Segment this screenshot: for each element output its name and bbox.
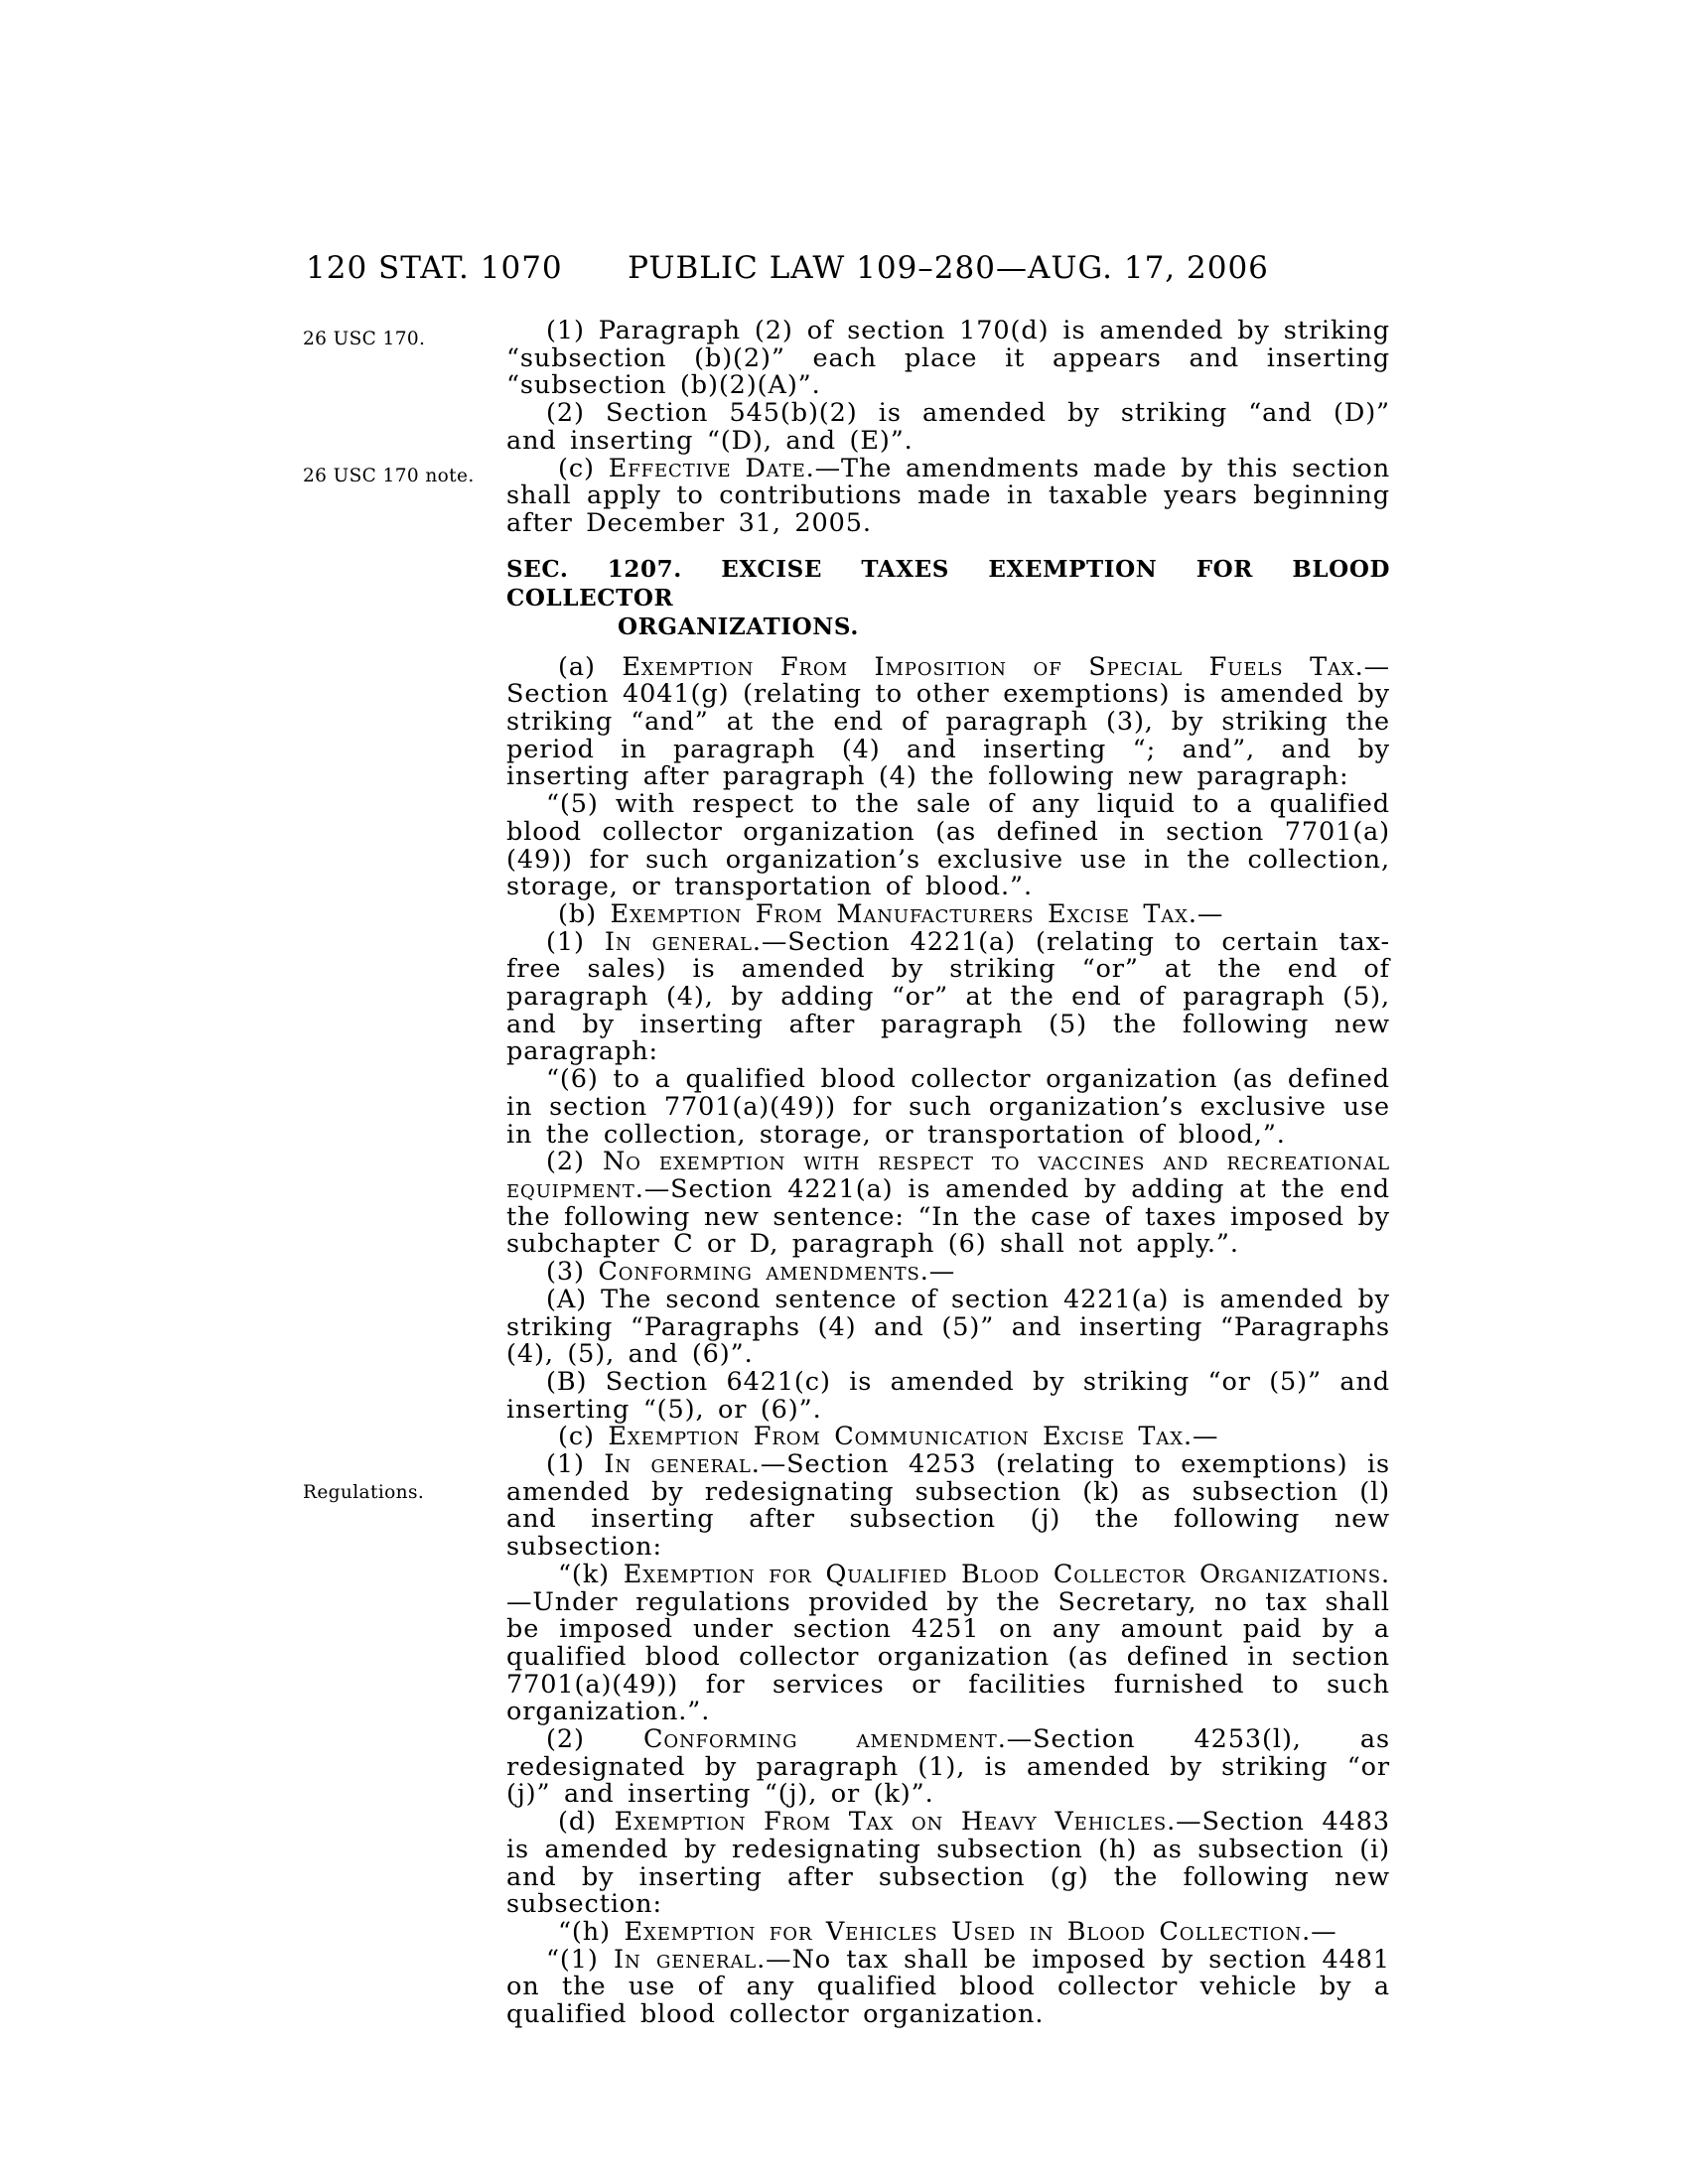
- text-run: Section 4041(g) (relating to other exemptions) is amended by striking “and” at the end of paragraph (3), by striking the period in paragraph (4) and inserting “; and”, and by inserting after paragraph (4) the following new paragraph:: [506, 679, 1390, 792]
- margin-note-regulations: Regulations.: [303, 1482, 425, 1503]
- quoted-subsection-h: [506, 1916, 1390, 1947]
- text-run: “(6) to a qualified blood collector organization (as defined in section 7701(a)(49)) for such organization’s exclusive use in the collection, storage, or transportation of blood,”.: [506, 1064, 1390, 1150]
- quoted-paragraph-1-h: [506, 1944, 1391, 2030]
- text-run: (A) The second sentence of section 4221(a) is amended by striking “Paragraphs (4) and (5)” and inserting “Paragraphs (4), (5), and (6)”.: [506, 1284, 1390, 1370]
- text-run: (1) Paragraph (2) of section 170(d) is amended by striking “subsection (b)(2)” each place it appears and inserting “subsection (b)(2)(A)”.: [506, 316, 1390, 401]
- paragraph-2-conforming-c: [506, 1726, 1390, 1809]
- smallcaps-heading: In general.—: [604, 926, 788, 957]
- smallcaps-heading: In general.—: [604, 1449, 787, 1480]
- enum-label: (c): [558, 1422, 609, 1452]
- enum-label: (1): [546, 926, 605, 957]
- enum-label: (2): [546, 1147, 603, 1177]
- subsection-a-special-fuels: [506, 651, 1391, 792]
- section-heading-1207: [506, 555, 1390, 641]
- subsection-b-manufacturers: [506, 898, 1390, 929]
- text-run: Section 4221(a) (relating to certain tax-free sales) is amended by striking “or” at the end of paragraph (4), by adding “or” at the end of paragraph (5), and by inserting after paragraph (5) the following new paragraph:: [506, 926, 1390, 1067]
- smallcaps-heading: Exemption for Vehicles Used in Blood Collection.—: [624, 1916, 1337, 1947]
- smallcaps-heading: Exemption From Tax on Heavy Vehicles.—: [614, 1807, 1202, 1838]
- statute-body-column: [506, 318, 1390, 2029]
- law-title-running-head: PUBLIC LAW 109–280—AUG. 17, 2006: [628, 250, 1269, 286]
- text-run: “(5) with respect to the sale of any liquid to a qualified blood collector organization (as defined in section 7701(a)(49)) for such organization’s exclusive use in the collection, storage, or transportation of blood.”.: [506, 789, 1390, 902]
- quoted-subsection-k: [506, 1559, 1390, 1727]
- smallcaps-heading: Exemption From Manufacturers Excise Tax.—: [610, 898, 1224, 929]
- enum-label: “(1): [546, 1944, 615, 1975]
- stat-page-number: 120 STAT. 1070: [306, 250, 563, 286]
- subsection-d-heavy-vehicles: [506, 1809, 1390, 1919]
- smallcaps-heading: Conforming amendments.—: [598, 1257, 956, 1288]
- smallcaps-heading: Conforming amendment.—: [642, 1724, 1034, 1755]
- enum-label: (b): [558, 898, 611, 929]
- quoted-paragraph-6: [506, 1066, 1390, 1149]
- subsection-c-effective-date: [506, 453, 1391, 538]
- enum-label: (d): [558, 1807, 615, 1838]
- text-run: (B) Section 6421(c) is amended by striking “or (5)” and inserting “(5), or (6)”.: [506, 1366, 1390, 1425]
- subparagraph-A: [506, 1284, 1390, 1370]
- enum-label: (2): [546, 1724, 643, 1755]
- enum-label: (c): [558, 453, 609, 483]
- enum-label: “(k): [558, 1559, 624, 1589]
- quoted-paragraph-5: [506, 791, 1390, 901]
- enum-label: “(h): [558, 1916, 625, 1947]
- paragraph-1-in-general-b: [506, 926, 1390, 1067]
- text-run: Section 4221(a) is amended by adding at the end the following new sentence: “In the case of taxes imposed by subchapter C or D, paragraph (6) shall not apply.”.: [506, 1173, 1390, 1260]
- subparagraph-B: [506, 1366, 1390, 1425]
- text-run: No tax shall be imposed by section 4481 on the use of any qualified blood collector vehicle by a qualified blood collector organization.: [506, 1944, 1391, 2030]
- paragraph-3-conforming: [506, 1259, 1390, 1287]
- enum-label: (1): [546, 1449, 605, 1480]
- statute-paragraph-1: [506, 318, 1390, 400]
- statute-paragraph-2: [506, 400, 1390, 455]
- subsection-c-communication: [506, 1424, 1390, 1451]
- smallcaps-heading: No exemption with respect to vaccines and recreational equipment.—: [506, 1147, 1390, 1204]
- text-run: Section 4253 (relating to exemptions) is amended by redesignating subsection (k) as subsection (l) and inserting after subsection (j) the following new subsection:: [506, 1449, 1390, 1563]
- smallcaps-heading: In general.—: [614, 1944, 792, 1975]
- margin-note-usc-170: 26 USC 170.: [303, 329, 426, 349]
- smallcaps-heading: Exemption From Communication Excise Tax.—: [608, 1422, 1219, 1452]
- enum-label: (3): [546, 1257, 599, 1288]
- smallcaps-heading: Effective Date.—: [608, 453, 842, 483]
- section-heading-line-2: ORGANIZATIONS.: [618, 613, 859, 640]
- paragraph-1-in-general-c: [506, 1451, 1390, 1562]
- smallcaps-heading: Exemption for Qualified Blood Collector Organizations.—: [506, 1559, 1390, 1617]
- text-run: Section 4483 is amended by redesignating subsection (h) as subsection (i) and by inserting after subsection (g) the following new subsection:: [506, 1807, 1390, 1920]
- text-run: The amendments made by this section shall apply to contributions made in taxable years beginning after December 31, 2005.: [506, 453, 1391, 538]
- margin-note-usc-170-note: 26 USC 170 note.: [303, 466, 475, 486]
- text-run: (2) Section 545(b)(2) is amended by striking “and (D)” and inserting “(D), and (E)”.: [506, 398, 1390, 456]
- paragraph-2-no-exemption: [506, 1149, 1390, 1259]
- text-run: Under regulations provided by the Secretary, no tax shall be imposed under section 4251 on any amount paid by a qualified blood collector organization (as defined in section 7701(a)(49)) for services or facilities furnished to such organization.”.: [506, 1586, 1390, 1727]
- section-heading-line-1: SEC. 1207. EXCISE TAXES EXEMPTION FOR BLOOD COLLECTOR: [506, 555, 1390, 612]
- text-run: Section 4253(l), as redesignated by paragraph (1), is amended by striking “or (j)” and inserting “(j), or (k)”.: [506, 1724, 1391, 1810]
- smallcaps-heading: Exemption From Imposition of Special Fuels Tax.—: [622, 651, 1391, 682]
- enum-label: (a): [558, 651, 623, 682]
